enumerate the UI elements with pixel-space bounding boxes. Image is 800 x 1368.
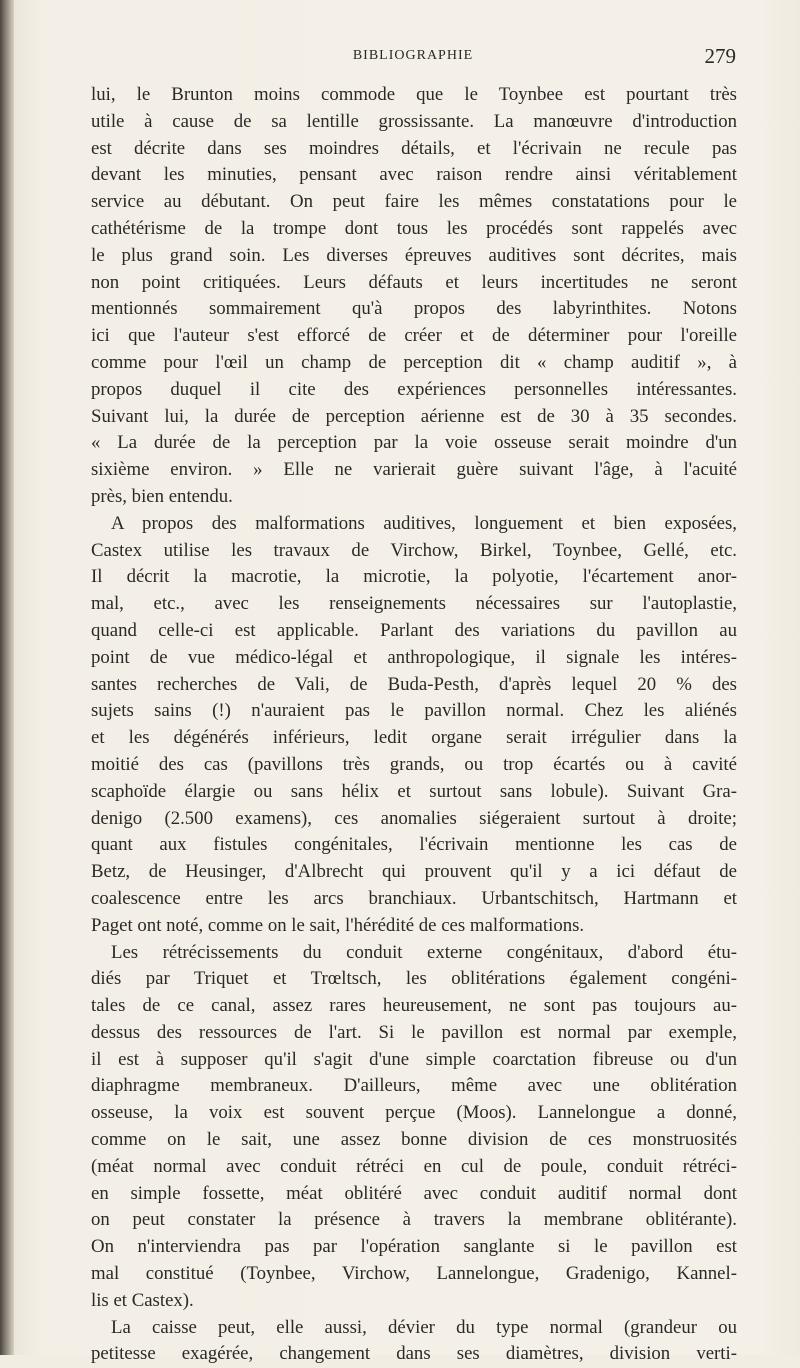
text-line: Suivant lui, la durée de perception aérienne est de 30 à 35 secondes. [91, 405, 737, 427]
text-line: santes recherches de Vali, de Buda-Pesth, d'après lequel 20 % des [91, 673, 737, 695]
body-text [91, 82, 737, 1368]
text-line: Les rétrécissements du conduit externe congénitaux, d'abord étu- [111, 941, 737, 963]
text-line: (méat normal avec conduit rétréci en cul de poule, conduit rétréci- [91, 1155, 737, 1177]
text-line: on peut constater la présence à travers la membrane oblitérante). [91, 1209, 737, 1231]
text-line: diés par Triquet et Trœltsch, les oblitérations également congéni- [91, 968, 737, 990]
text-line: « La durée de la perception par la voie osseuse serait moindre d'un [91, 432, 737, 454]
text-line: mal, etc., avec les renseignements nécessaires sur l'autoplastie, [91, 593, 737, 615]
text-line: Il décrit la macrotie, la microtie, la polyotie, l'écartement anor- [91, 566, 737, 588]
text-line: est décrite dans ses moindres détails, et l'écrivain ne recule pas [91, 137, 737, 159]
text-line: non point critiquées. Leurs défauts et leurs incertitudes ne seront [91, 271, 737, 293]
text-line: sixième environ. » Elle ne varierait guère suivant l'âge, à l'acuité [91, 459, 737, 481]
text-line: sujets sains (!) n'auraient pas le pavillon normal. Chez les aliénés [91, 700, 737, 722]
text-line: ici que l'auteur s'est efforcé de créer et de déterminer pour l'oreille [91, 325, 737, 347]
text-line: point de vue médico-légal et anthropologique, il signale les intéres- [91, 646, 737, 668]
page-number: 279 [704, 44, 736, 68]
text-line: propos duquel il cite des expériences personnelles intéressantes. [91, 378, 737, 400]
text-line: le plus grand soin. Les diverses épreuves auditives sont décrites, mais [91, 244, 737, 266]
text-line: tales de ce canal, assez rares heureusement, ne sont pas toujours au- [91, 995, 737, 1017]
text-line: service au débutant. On peut faire les mêmes constatations pour le [91, 191, 737, 213]
page-header [90, 44, 736, 68]
text-line: il est à supposer qu'il s'agit d'une simple coarctation fibreuse ou d'un [91, 1048, 737, 1070]
text-line: utile à cause de sa lentille grossissante. La manœuvre d'introduction [91, 110, 737, 132]
text-line: mentionnés sommairement qu'à propos des labyrinthites. Notons [91, 298, 737, 320]
text-line: lis et Castex). [91, 1289, 194, 1311]
text-line: quant aux fistules congénitales, l'écrivain mentionne les cas de [91, 834, 737, 856]
text-line: quand celle-ci est applicable. Parlant des variations du pavillon au [91, 619, 737, 641]
text-line: près, bien entendu. [91, 485, 233, 507]
text-line: Betz, de Heusinger, d'Albrecht qui prouvent qu'il y a ici défaut de [91, 861, 737, 883]
text-line: denigo (2.500 examens), ces anomalies siégeraient surtout à droite; [91, 807, 737, 829]
text-line: en simple fossette, méat oblitéré avec conduit auditif normal dont [91, 1182, 737, 1204]
text-line: Castex utilise les travaux de Virchow, Birkel, Toynbee, Gellé, etc. [91, 539, 737, 561]
text-line: Paget ont noté, comme on le sait, l'hérédité de ces malformations. [91, 914, 585, 936]
text-line: A propos des malformations auditives, longuement et bien exposées, [111, 512, 737, 534]
text-line: coalescence entre les arcs branchiaux. Urbantschitsch, Hartmann et [91, 887, 737, 909]
text-line: comme on le sait, une assez bonne division de ces monstruosités [91, 1129, 737, 1151]
text-line: scaphoïde élargie ou sans hélix et surtout sans lobule). Suivant Gra- [91, 780, 737, 802]
running-head: BIBLIOGRAPHIE [352, 48, 474, 63]
text-line: et les dégénérés inférieurs, ledit organe serait irrégulier dans la [91, 727, 737, 749]
text-line: osseuse, la voix est souvent perçue (Moos). Lannelongue a donné, [91, 1102, 737, 1124]
text-line: cathétérisme de la trompe dont tous les procédés sont rappelés avec [91, 217, 737, 239]
text-line: petitesse exagérée, changement dans ses diamètres, division verti- [91, 1343, 737, 1365]
text-line: moitié des cas (pavillons très grands, ou trop écartés ou à cavité [91, 753, 737, 775]
text-line: mal constitué (Toynbee, Virchow, Lannelongue, Gradenigo, Kannel- [91, 1263, 737, 1285]
text-line: On n'interviendra pas par l'opération sanglante si le pavillon est [91, 1236, 737, 1258]
text-line: diaphragme membraneux. D'ailleurs, même avec une oblitération [91, 1075, 737, 1097]
page-binding-edge [0, 0, 14, 1355]
text-line: devant les minuties, pensant avec raison rendre ainsi véritablement [91, 164, 737, 186]
text-line: dessus des ressources de l'art. Si le pavillon est normal par exemple, [91, 1021, 737, 1043]
text-line: La caisse peut, elle aussi, dévier du type normal (grandeur ou [111, 1316, 737, 1338]
text-line: lui, le Brunton moins commode que le Toynbee est pourtant très [91, 84, 737, 105]
text-line: comme pour l'œil un champ de perception dit « champ auditif », à [91, 351, 737, 373]
